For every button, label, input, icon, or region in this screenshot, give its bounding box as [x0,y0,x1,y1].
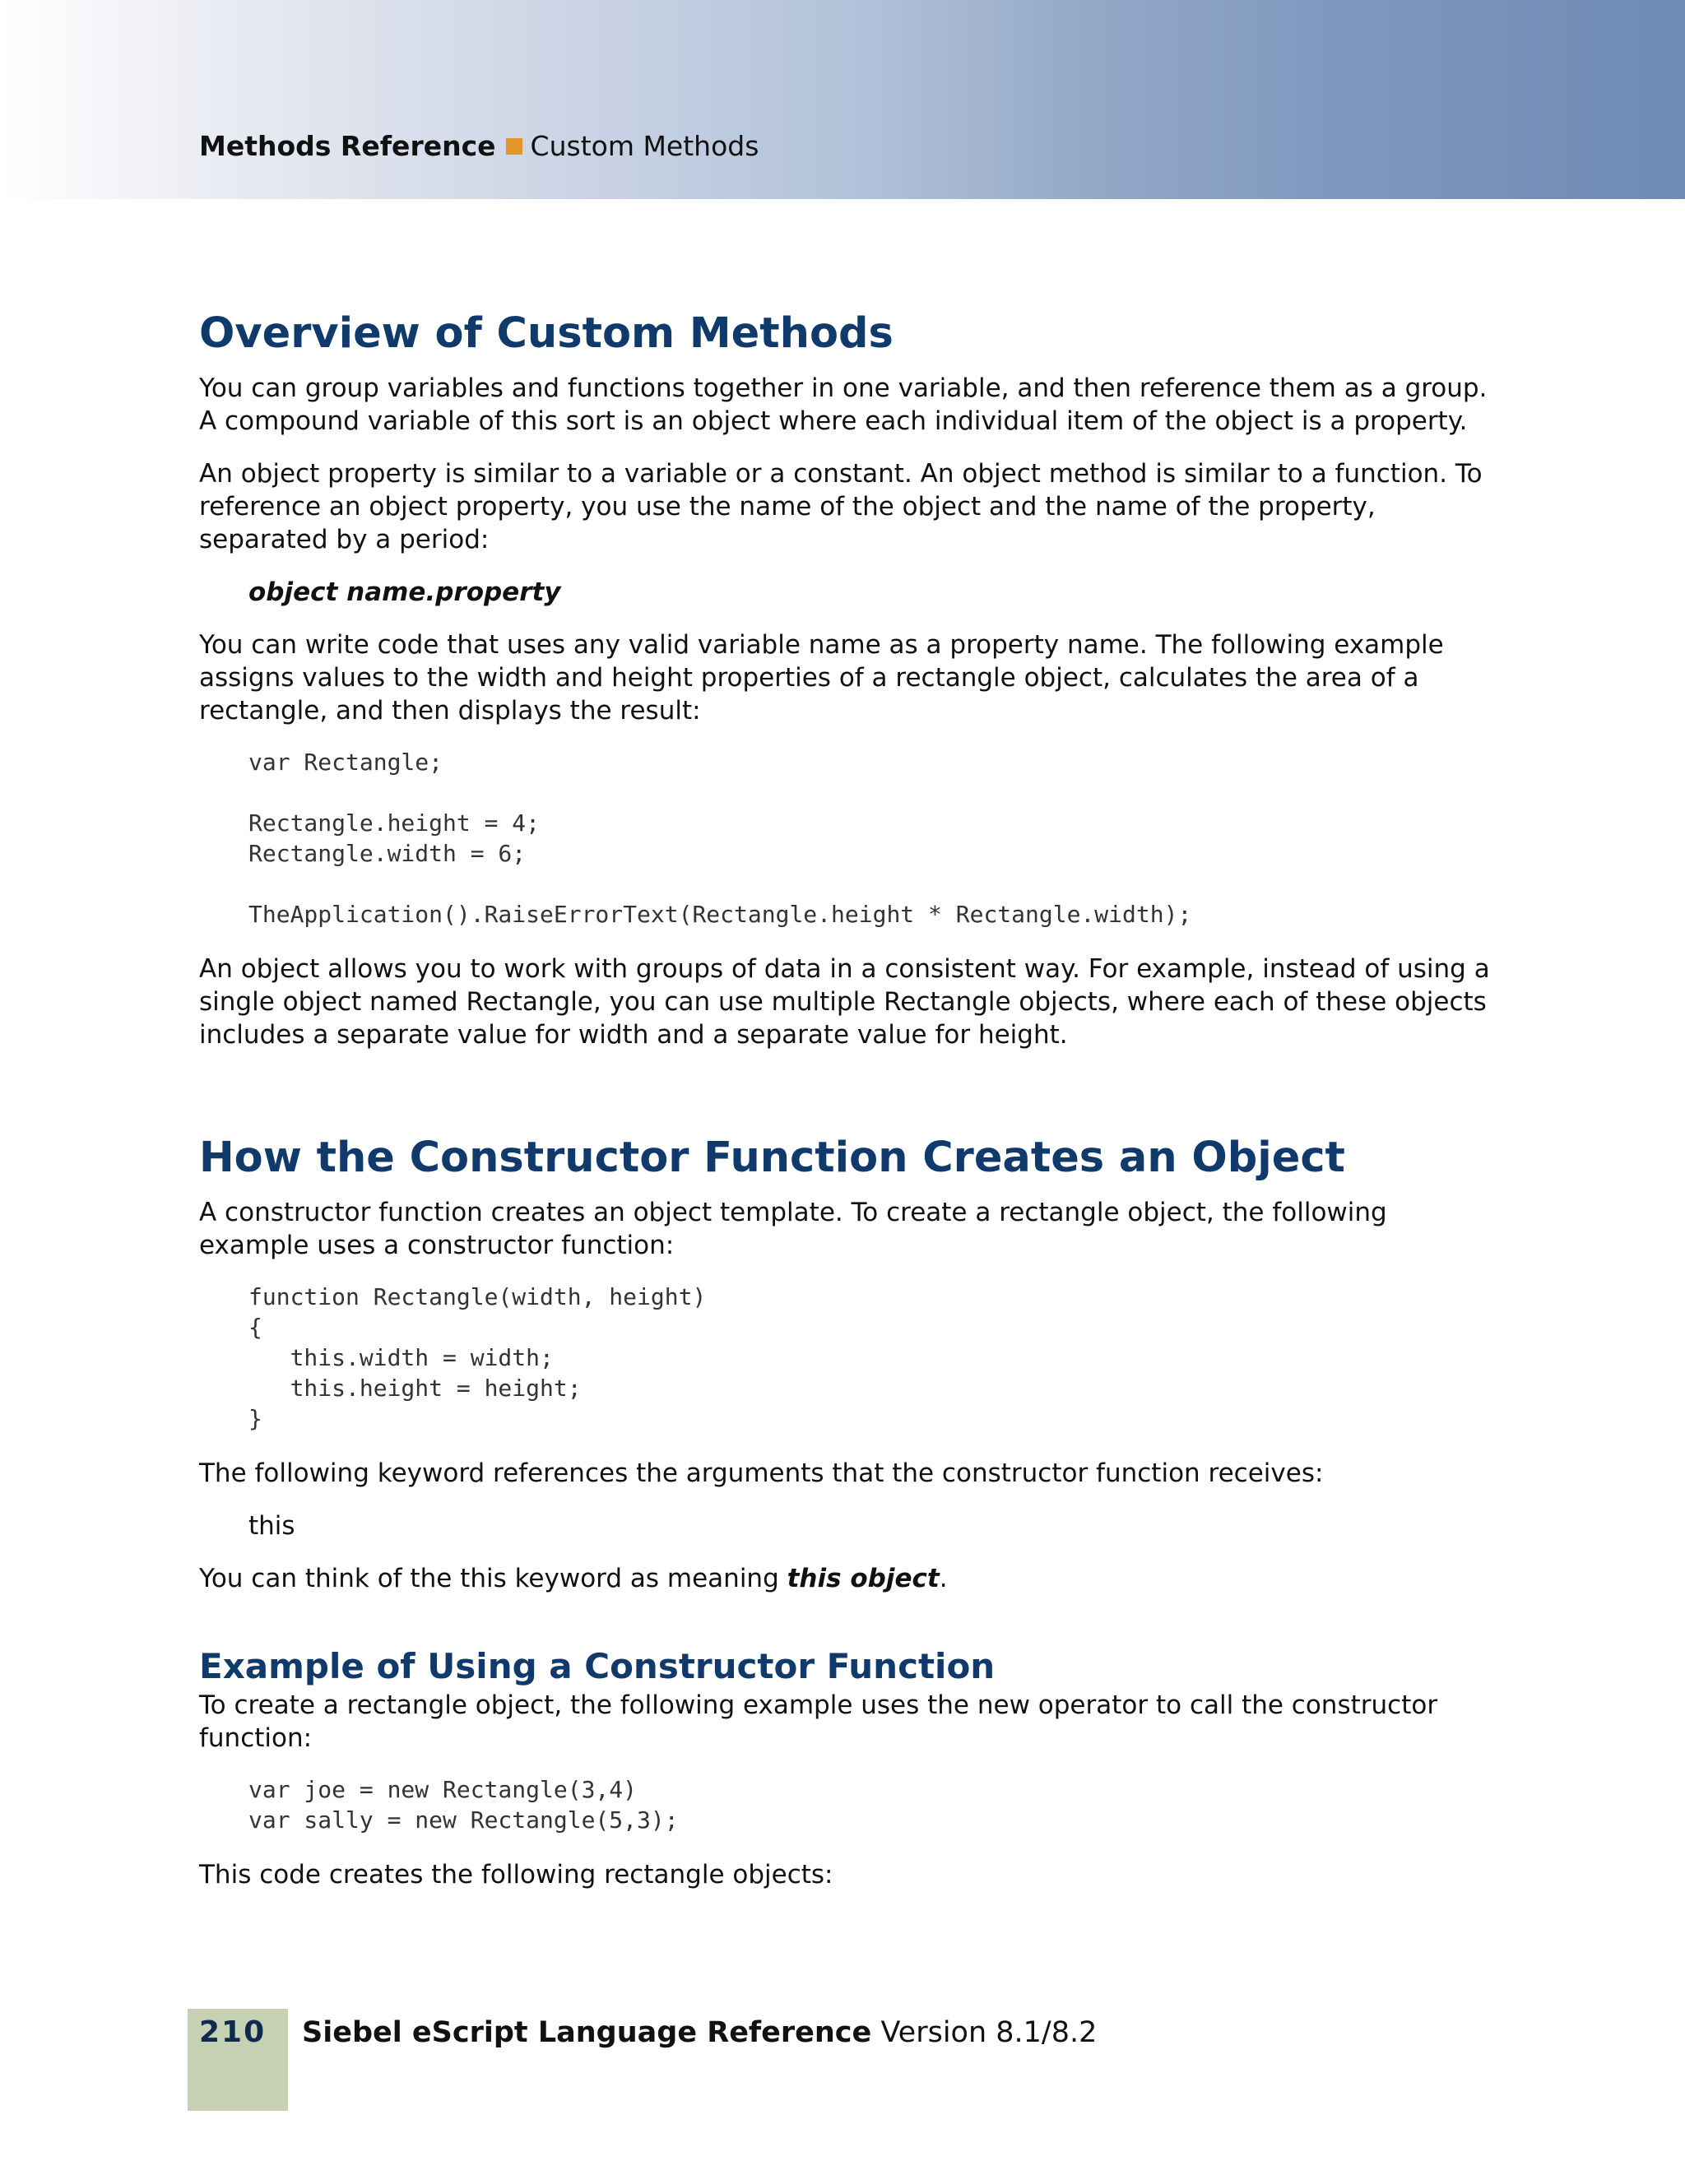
overview-paragraph-1: You can group variables and functions together in one variable, and then reference them as a group. A compound variable of this sort is an object where each individual item of the object is a property. [199,373,1488,436]
this-keyword: this [248,1511,295,1541]
constructor-p3-end: . [939,1564,948,1593]
page-number: 210 [199,2015,267,2049]
running-head-subsection: Custom Methods [530,130,759,162]
running-head [199,128,759,165]
overview-heading: Overview of Custom Methods [199,309,894,358]
constructor-paragraph-1: A constructor function creates an object template. To create a rectangle object, the following example uses a constructor function: [199,1198,1387,1260]
example-paragraph-2: This code creates the following rectangle objects: [199,1860,833,1890]
constructor-code-example: function Rectangle(width, height) { this.width = width; this.height = height; } [248,1283,707,1432]
constructor-heading: How the Constructor Function Creates an Object [199,1134,1345,1182]
overview-paragraph-4: An object allows you to work with groups of data in a consistent way. For example, instead of using a single object named Rectangle, you can use multiple Rectangle objects, where each of these objects includes a separate value for width and a separate value for height. [199,954,1490,1050]
constructor-p3-text: You can think of the this keyword as meaning [199,1564,787,1593]
page-content [199,306,1491,1911]
running-head-separator-square [506,138,522,155]
overview-paragraph-3: You can write code that uses any valid variable name as a property name. The following example assigns values to the width and height properties of a rectangle object, calculates the area of a rectangle, and then displays the result: [199,630,1444,726]
property-syntax: object name.property [248,577,561,607]
new-operator-code-example: var joe = new Rectangle(3,4) var sally = new Rectangle(5,3); [248,1776,679,1834]
book-title: Siebel eScript Language Reference [302,2016,872,2049]
constructor-paragraph-2: The following keyword references the arguments that the constructor function receives: [199,1458,1324,1488]
footer-book-title [302,2015,1097,2051]
rectangle-code-example: var Rectangle; Rectangle.height = 4; Rectangle.width = 6; TheApplication().RaiseErrorText(Rectangle.height * Rectangle.width); [248,749,1192,928]
header-band [0,0,1685,199]
book-version: Version 8.1/8.2 [880,2016,1098,2049]
overview-paragraph-2: An object property is similar to a variable or a constant. An object method is similar to a function. To reference an object property, you use the name of the object and the name of the property, separated by a period: [199,459,1483,554]
example-paragraph-1: To create a rectangle object, the following example uses the new operator to call the constructor function: [199,1690,1438,1753]
this-object-emphasis: this object [787,1564,940,1593]
constructor-paragraph-3 [199,1562,1491,1595]
example-heading: Example of Using a Constructor Function [199,1646,996,1686]
running-head-section: Methods Reference [199,130,496,162]
